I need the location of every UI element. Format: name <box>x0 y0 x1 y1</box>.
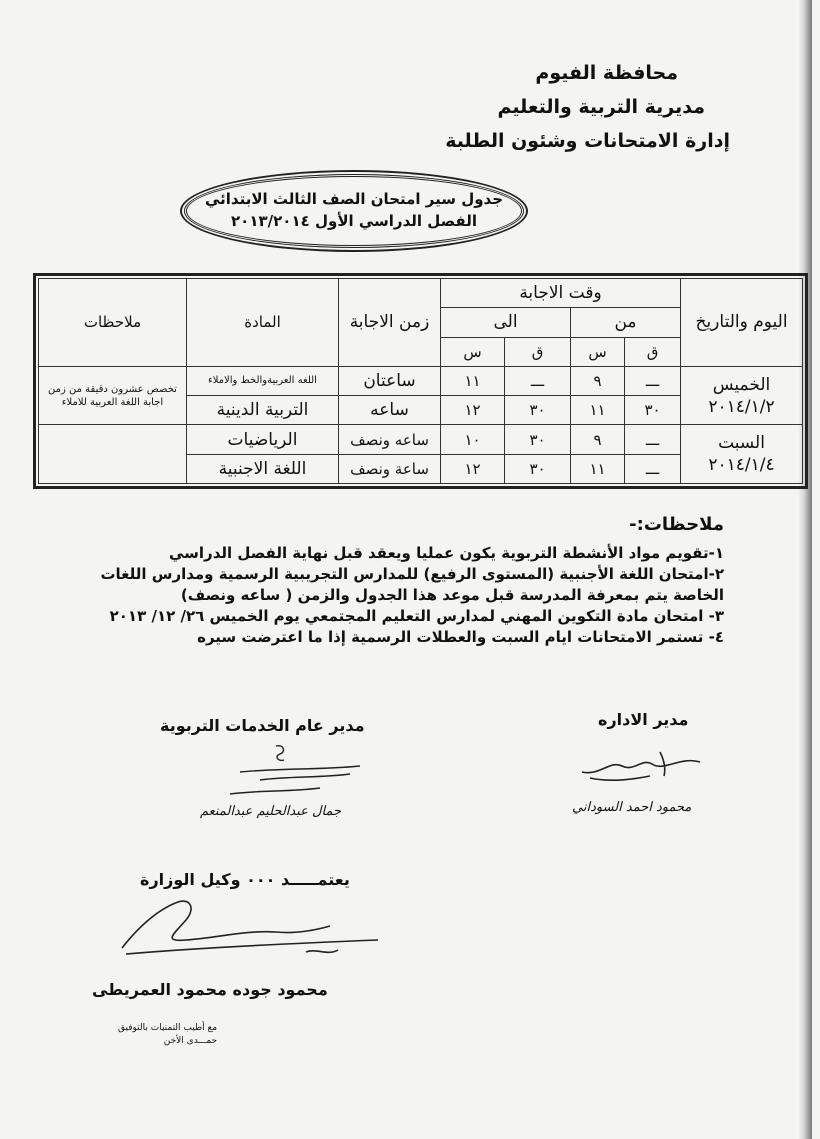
schedule-term: الفصل الدراسي الأول ٢٠١٣/٢٠١٤ <box>231 212 477 230</box>
from-minute: ٣٠ <box>625 396 681 425</box>
day-date-cell <box>681 425 803 484</box>
to-minute: ٣٠ <box>505 454 571 483</box>
services-director-signature <box>200 742 370 802</box>
duration: ساعة ونصف <box>339 454 441 483</box>
from-minute: ـــ <box>625 454 681 483</box>
note-item: ٢-امتحان اللغة الأجنبية (المستوى الرفيع) للمدارس التجريبية الرسمية ومدارس اللغات الخاصة يتم بمعرفة المدرسة قبل موعد هذا الجدول والزمن ( ساعه ونصف) <box>100 565 724 604</box>
note-item: ٣- امتحان مادة التكوين المهني لمدارس التعليم المجتمعي يوم الخميس ٢٦/ ١٢/ ٢٠١٣ <box>109 607 724 625</box>
header-subject: المادة <box>187 279 339 367</box>
header-day-date: اليوم والتاريخ <box>681 279 803 367</box>
header-from-hour: س <box>571 337 625 366</box>
from-hour: ١١ <box>571 396 625 425</box>
day-date: ٢٠١٤/١/٤ <box>708 455 775 476</box>
schedule-title: جدول سير امتحان الصف الثالث الابتدائي <box>204 190 504 208</box>
scan-edge-shadow <box>798 0 812 1139</box>
header-answer-time: وقت الاجابة <box>441 279 681 308</box>
title-oval <box>184 174 524 248</box>
duration: ساعه ونصف <box>339 425 441 454</box>
from-minute: ـــ <box>625 425 681 454</box>
to-minute: ـــ <box>505 366 571 395</box>
day-name: السبت <box>718 433 765 454</box>
services-director-label: مدير عام الخدمات التربوية <box>160 716 365 735</box>
footer-line: حمـــدى الأخن <box>163 1036 218 1046</box>
subject: اللغة الاجنبية <box>187 454 339 483</box>
subject: الرياضيات <box>187 425 339 454</box>
from-hour: ٩ <box>571 366 625 395</box>
from-hour: ٩ <box>571 425 625 454</box>
to-hour: ١٢ <box>441 396 505 425</box>
note-item: ١-تقويم مواد الأنشطة التربوية يكون عمليا ويعقد قبل نهاية الفصل الدراسي <box>168 544 724 562</box>
footer-line: مع أطيب التمنيات بالتوفيق <box>118 1023 218 1033</box>
approval-label: يعتمـــــد ٠٠٠ وكيل الوزارة <box>140 870 350 889</box>
header-to: الى <box>441 308 571 337</box>
admin-director-label: مدير الاداره <box>598 710 689 729</box>
header-to-minute: ق <box>505 337 571 366</box>
notes-title: ملاحظات:- <box>629 514 724 535</box>
subject: اللغه العربيةوالخط والاملاء <box>187 366 339 395</box>
day-date: ٢٠١٤/١/٢ <box>708 396 775 417</box>
header-department: إدارة الامتحانات وشئون الطلبة <box>445 130 730 152</box>
to-hour: ١٢ <box>441 454 505 483</box>
day-name: الخميس <box>712 374 771 395</box>
day-date-cell <box>681 366 803 425</box>
row-note: تخصص عشرون دقيقة من زمن اجابة اللغة العربية للاملاء <box>39 366 187 425</box>
header-from-minute: ق <box>625 337 681 366</box>
note-item: ٤- تستمر الامتحانات ايام السبت والعطلات الرسمية إذا ما اعترضت سيره <box>197 628 724 646</box>
to-minute: ٣٠ <box>505 396 571 425</box>
to-hour: ١٠ <box>441 425 505 454</box>
from-hour: ١١ <box>571 454 625 483</box>
exam-schedule-table <box>38 278 803 484</box>
from-minute: ـــ <box>625 366 681 395</box>
duration: ساعتان <box>339 366 441 395</box>
services-director-name: جمال عبدالحليم عبدالمنعم <box>200 804 342 819</box>
header-to-hour: س <box>441 337 505 366</box>
approval-signature <box>116 890 386 970</box>
footer-note <box>118 1022 217 1048</box>
notes-list <box>84 543 724 648</box>
approval-name: محمود جوده محمود العمريطى <box>92 980 328 999</box>
admin-director-name: محمود احمد السوداني <box>572 800 692 815</box>
to-hour: ١١ <box>441 366 505 395</box>
header-from: من <box>571 308 681 337</box>
header-duration: زمن الاجابة <box>339 279 441 367</box>
row-note <box>39 425 187 484</box>
subject: التربية الدينية <box>187 396 339 425</box>
to-minute: ٣٠ <box>505 425 571 454</box>
header-notes: ملاحظات <box>39 279 187 367</box>
header-directorate: مديرية التربية والتعليم <box>497 96 705 118</box>
duration: ساعه <box>339 396 441 425</box>
admin-director-signature <box>560 742 710 790</box>
header-governorate: محافظة الفيوم <box>535 62 678 84</box>
